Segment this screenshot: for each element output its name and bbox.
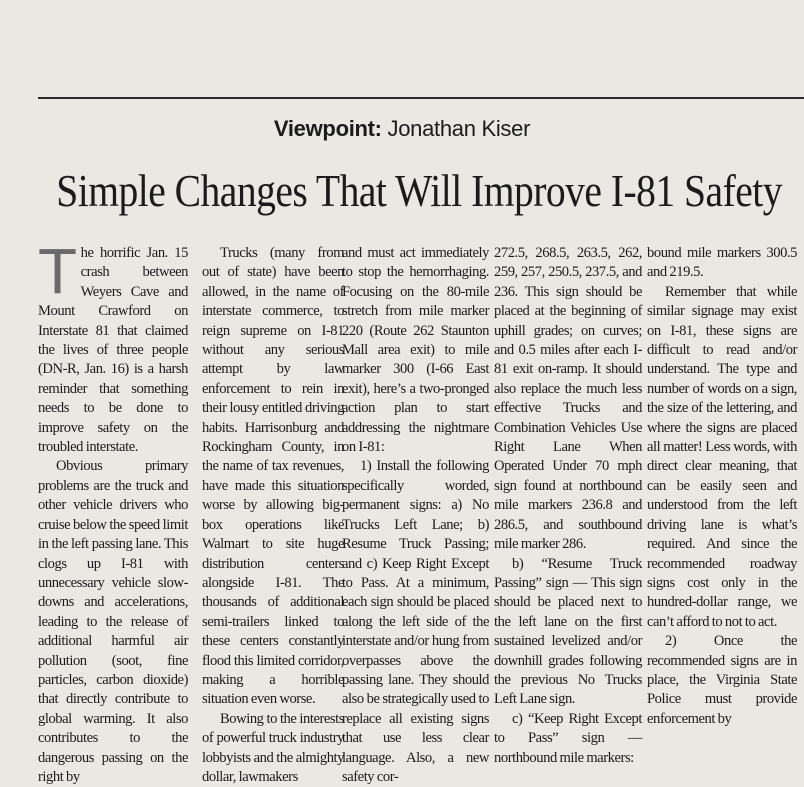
section-divider-rule: [38, 97, 804, 99]
paragraph: Trucks (many from out of state) have been allowed, in the name of interstate commerce, to reign supreme on I-81 without any serious attempt by law enforcement to rein in their lousy entitled driving habits. Harrisonburg and Rockingham County, in the name of tax revenues, have made this situation worse by allowing big-box operations like Walmart to site huge distribution centers alongside I-81. The thousands of additional semi-trailers linked to these centers constantly flood this limited corridor, making a horrible situation even worse.: [202, 245, 344, 708]
paragraph: 2) Once the recommended signs are in place, the Virginia State Police must provide enforcement by: [647, 633, 797, 727]
paragraph: and must act immediately to stop the hemorrhaging. Focusing on the 80-mile stretch from mile marker 220 (Route 262 Staunton Mall area exit) to mile marker 300 (I-66 East exit), here’s a two-pronged action plan to start addressing the nightmare on I-81:: [342, 245, 489, 456]
paragraph: b) “Resume Truck Passing” sign — This sign should be placed next to the left lane on the first sustained levelized and/or downhill grades following the previous No Trucks Left Lane sign.: [494, 555, 642, 708]
kicker-label: Viewpoint:: [273, 116, 382, 141]
text-column-1: [38, 235, 188, 787]
text-column-3: [342, 244, 489, 787]
byline-author: Jonathan Kiser: [387, 116, 531, 141]
paragraph: bound mile markers 300.5 and 219.5.: [647, 245, 797, 281]
paragraph: Obvious primary problems are the truck and other vehicle drivers who cruise below the speed limit in the left passing lane. This clogs up I-81 with unnecessary vehicle slow-downs and accelerations, leading to the release of additional harmful air pollution (soot, fine particles, carbon dioxide) that directly contribute to global warming. It also contributes to the dangerous passing on the right by: [38, 458, 188, 785]
text-column-2: [202, 244, 344, 787]
viewpoint-kicker: [0, 116, 804, 142]
article-headline: Simple Changes That Will Improve I-81 Safety: [56, 165, 783, 216]
article-body: [30, 235, 804, 785]
paragraph: Bowing to the interests of powerful truck industry lobbyists and the almighty dollar, lawmakers: [202, 710, 344, 785]
text-column-4: [494, 244, 642, 768]
paragraph: 272.5, 268.5, 263.5, 262, 259, 257, 250.5, 237.5, and 236. This sign should be placed at the beginning of uphill grades; on curves; and 0.5 miles after each I-81 exit on-ramp. It should also replace the much less effective Trucks and Combination Vehicles Use Right Lane When Operated Under 70 mph sign found at northbound mile markers 236.8 and 286.5, and southbound mile marker 286.: [494, 245, 642, 553]
paragraph: Remember that while similar signage may exist on I-81, these signs are difficult to read and/or understand. The type and number of words on a sign, the size of the lettering, and where the signs are placed all matter! Less words, with direct clear meaning, that can be easily seen and understood from the left driving lane is what’s required. And since the recommended roadway signs cost only in the hundred-dollar range, we can’t afford to not to act.: [647, 283, 797, 630]
paragraph: c) “Keep Right Except to Pass” sign — northbound mile markers:: [494, 710, 642, 766]
paragraph: he horrific Jan. 15 crash between Weyers Cave and Mount Crawford on Interstate 81 that claimed the lives of three people (DN-R, Jan. 16) is a harsh reminder that something needs to be done to improve safety on the troubled interstate.: [38, 245, 188, 456]
drop-cap: T: [38, 235, 77, 307]
text-column-5: [647, 244, 797, 729]
paragraph: 1) Install the following specifically worded, permanent signs: a) No Trucks Left Lane; b) Resume Truck Passing; and c) Keep Right Except to Pass. At a minimum, each sign should be placed along the left side of the interstate and/or hung from overpasses above the passing lane. They should also be strategically used to replace all existing signs that use less clear language. Also, a new safety cor-: [342, 458, 489, 785]
